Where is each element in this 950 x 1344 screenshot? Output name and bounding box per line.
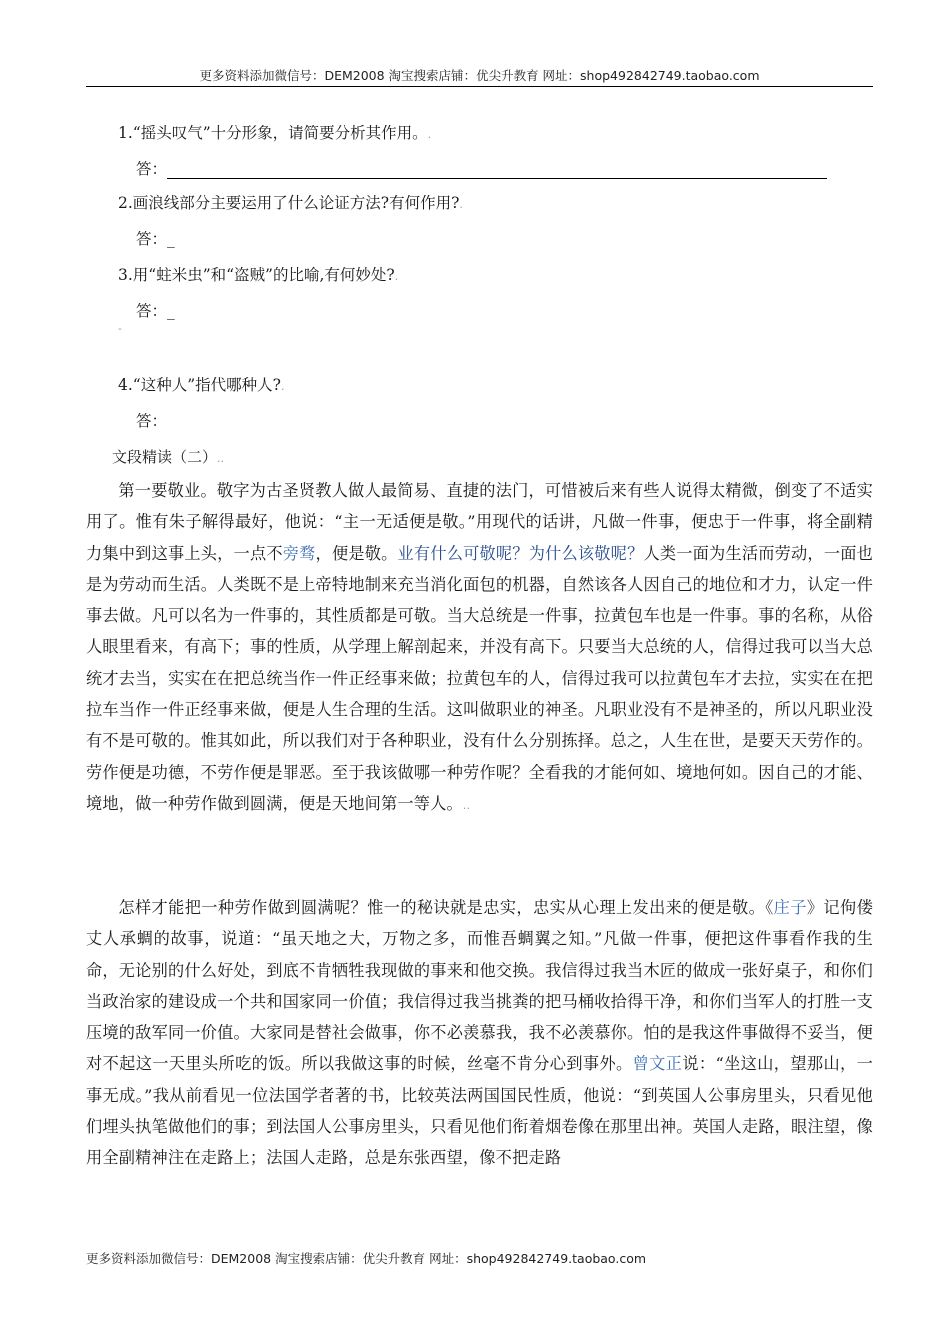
- answer-4-label: 答：: [136, 412, 168, 430]
- paragraph-2-part-2: 》记佝偻丈人承蜩的故事，说道：“虽天地之大，万物之多，而惟吾蜩翼之知。”凡做一件事，便把这件事看作我的生命，无论别的什么好处，到底不肯牺牲我现做的事来和他交换。我信得过我当木匠的做成一张好桌子，和你们当政治家的建设成一个共和国家同一价值；我信得过我当挑粪的把马桶收拾得干净，和你们当军人的打胜一支压境的敌军同一价值。大家同是替社会做事，你不必羡慕我，我不必羡慕你。怕的是我这件事做得不妥当，便对不起这一天里头所吃的饭。所以我做这事的时候，丝毫不肯分心到事外。: [86, 898, 873, 1074]
- paragraph-1-end-mark: ..: [462, 798, 471, 812]
- paragraph-2-part-1: 怎样才能把一种劳作做到圆满呢？惟一的秘诀就是忠实，忠实从心理上发出来的便是敬。《: [118, 898, 774, 917]
- answer-1-label: 答：: [136, 160, 168, 178]
- question-2-text: 2.画浪线部分主要运用了什么论证方法?有何作用?: [118, 194, 460, 212]
- passage-paragraph-2: [86, 892, 873, 1174]
- answer-3: [136, 299, 175, 321]
- question-3-mark: .: [394, 270, 399, 283]
- question-1-mark: .: [427, 128, 432, 141]
- link-zhuangzi[interactable]: 庄子: [773, 898, 807, 917]
- question-4-text: 4.“这种人”指代哪种人?: [118, 376, 281, 394]
- answer-3-label: 答：_: [136, 302, 175, 320]
- passage-paragraph-1: [86, 475, 873, 821]
- link-zeng-wenzheng[interactable]: 曾文正: [632, 1054, 683, 1074]
- section-title-mark: ..: [217, 452, 225, 465]
- stray-mark: -: [118, 322, 122, 335]
- question-4-mark: .: [280, 380, 285, 393]
- link-pangwu[interactable]: 旁骛: [282, 543, 316, 563]
- question-2-mark: .: [459, 198, 463, 211]
- question-4: [118, 373, 284, 395]
- wavy-underline-sentence: 业有什么可敬呢？为什么该敬呢？: [397, 543, 644, 563]
- question-3: [118, 263, 398, 285]
- answer-1-blank-line[interactable]: [167, 164, 827, 179]
- question-3-text: 3.用“蛀米虫”和“盗贼”的比喻,有何妙处?: [118, 266, 395, 284]
- page-header: 更多资料添加微信号：DEM2008 淘宝搜索店铺：优尖升教育 网址：shop492842749.taobao.com: [199, 68, 760, 83]
- paragraph-1-part-2: ，便是敬。: [315, 543, 398, 563]
- answer-2: [136, 227, 175, 249]
- section-title-text: 文段精读（二）: [112, 448, 218, 466]
- paragraph-1-part-3: 人类一面为生活而劳动，一面也是为劳动而生活。人类既不是上帝特地制来充当消化面包的机器，自然该各人因自己的地位和才力，认定一件事去做。凡可以名为一件事的，其性质都是可敬。当大总统是一件事，拉黄包车也是一件事。事的名称，从俗人眼里看来，有高下；事的性质，从学理上解剖起来，并没有高下。只要当大总统的人，信得过我可以当大总统才去当，实实在在把总统当作一件正经事来做；拉黄包车的人，信得过我可以拉黄包车才去拉，实实在在把拉车当作一件正经事来做，便是人生合理的生活。这叫做职业的神圣。凡职业没有不是神圣的，所以凡职业没有不是可敬的。惟其如此，所以我们对于各种职业，没有什么分别拣择。总之，人生在世，是要天天劳作的。劳作便是功德，不劳作便是罪恶。至于我该做哪一种劳作呢？全看我的才能何如、境地何如。因自己的才能、境地，做一种劳作做到圆满，便是天地间第一等人。: [86, 543, 873, 813]
- question-1: [118, 121, 431, 143]
- answer-2-label: 答：_: [136, 230, 175, 248]
- header-divider: [86, 86, 873, 87]
- question-2: [118, 191, 463, 213]
- page-footer: 更多资料添加微信号：DEM2008 淘宝搜索店铺：优尖升教育 网址：shop492842749.taobao.com: [86, 1251, 647, 1266]
- paragraph-2-part-3: 说：“坐这山，望那山，一事无成。”我从前看见一位法国学者著的书，比较英法两国国民性质，他说：“到英国人公事房里头，只看见他们埋头执笔做他们的事；到法国人公事房里头，只看见他们衔着烟卷像在那里出神。英国人走路，眼注望，像用全副精神注在走路上；法国人走路，总是东张西望，像不把走路: [86, 1054, 873, 1168]
- paragraph-1-part-1: 第一要敬业。敬字为古圣贤教人做人最简易、直捷的法门，可惜被后来有些人说得太精微，倒变了不适实用了。惟有朱子解得最好，他说：“主一无适便是敬。”用现代的话讲，凡做一件事，便忠于一件事，将全副精力集中到这事上头，一点不: [86, 481, 873, 563]
- answer-4: [136, 409, 167, 431]
- answer-1: [136, 157, 827, 179]
- question-1-text: 1.“摇头叹气”十分形象，请简要分析其作用。: [118, 124, 428, 142]
- section-title: [112, 446, 224, 467]
